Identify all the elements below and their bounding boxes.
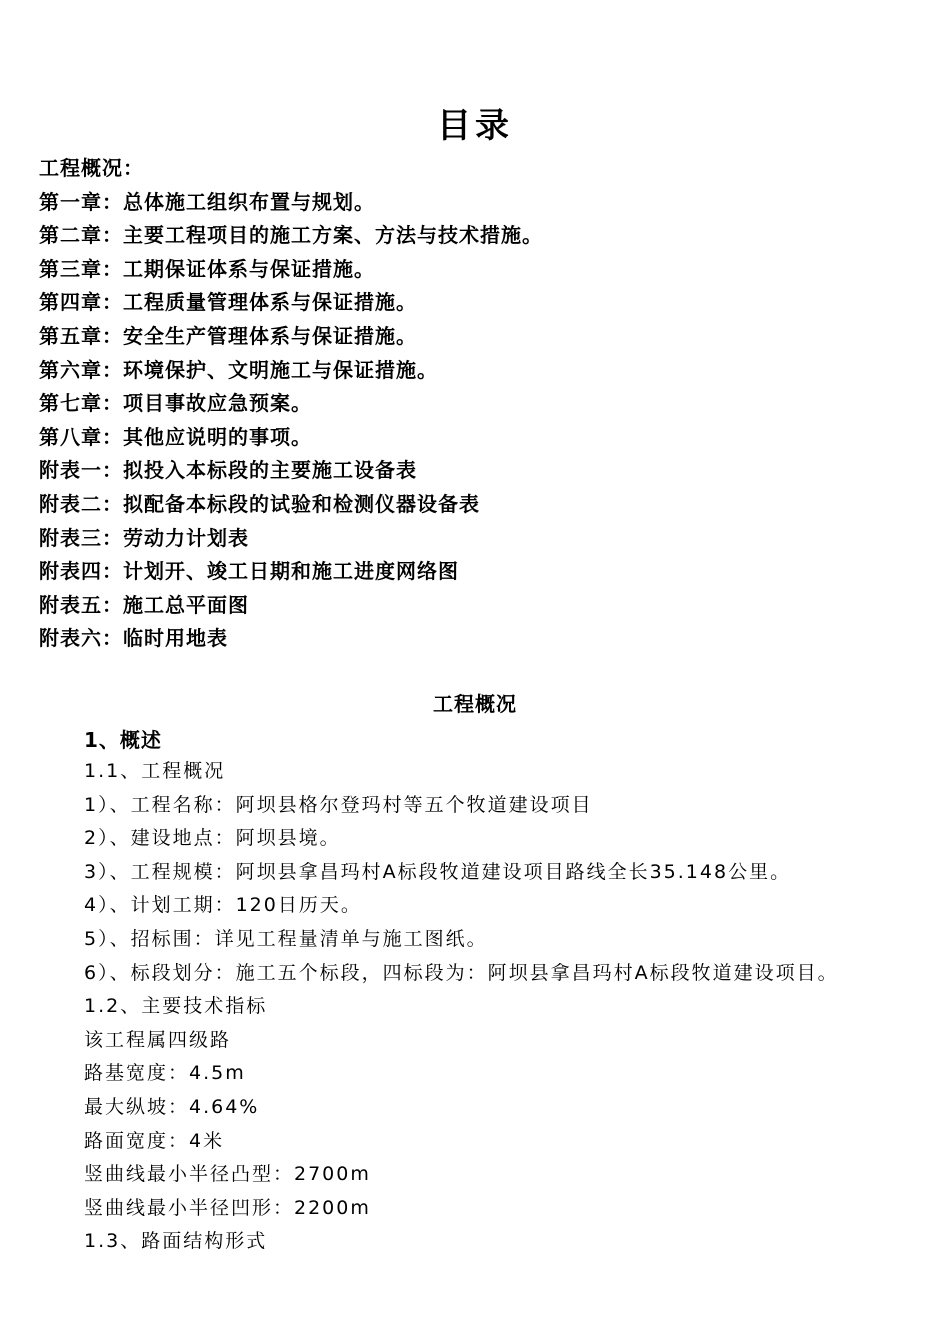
toc-entry-appendix-3: 附表三：劳动力计划表: [39, 525, 249, 550]
toc-entry-chapter-5: 第五章：安全生产管理体系与保证措施。: [39, 323, 417, 348]
toc-entry-chapter-4: 第四章：工程质量管理体系与保证措施。: [39, 290, 417, 315]
toc-entry-appendix-5: 附表五：施工总平面图: [39, 592, 249, 617]
body-line: 6）、标段划分：施工五个标段，四标段为：阿坝县拿昌玛村A标段牧道建设项目。: [84, 961, 839, 984]
toc-entry-chapter-1: 第一章：总体施工组织布置与规划。: [39, 189, 375, 214]
toc-entry-chapter-7: 第七章：项目事故应急预案。: [39, 391, 312, 416]
section-heading: 工程概况: [433, 692, 517, 716]
body-line: 5）、招标围：详见工程量清单与施工图纸。: [84, 927, 488, 950]
body-line: 1.1、工程概况: [84, 760, 226, 782]
body-line: 1.3、路面结构形式: [84, 1230, 268, 1253]
toc-entry-appendix-2: 附表二：拟配备本标段的试验和检测仪器设备表: [39, 491, 480, 516]
body-line: 2）、建设地点：阿坝县境。: [84, 827, 341, 850]
body-line: 3）、工程规模：阿坝县拿昌玛村A标段牧道建设项目路线全长35.148公里。: [84, 860, 792, 883]
body-line: 1.2、主要技术指标: [84, 995, 268, 1018]
body-text: [84, 755, 944, 1259]
body-line: 路面宽度：4米: [84, 1129, 225, 1152]
toc-entry-overview: 工程概况：: [39, 156, 144, 180]
body-line: 竖曲线最小半径凹形：2200m: [84, 1196, 371, 1219]
toc-entry-appendix-6: 附表六：临时用地表: [39, 626, 228, 651]
toc-title: 目录: [437, 106, 513, 146]
toc-entry-chapter-3: 第三章：工期保证体系与保证措施。: [39, 256, 375, 281]
body-line: 最大纵坡：4.64%: [84, 1095, 260, 1118]
toc-entry-chapter-8: 第八章：其他应说明的事项。: [39, 424, 312, 449]
body-line: 路基宽度：4.5m: [84, 1062, 246, 1085]
body-line: 该工程属四级路: [84, 1028, 232, 1051]
toc-entry-appendix-1: 附表一：拟投入本标段的主要施工设备表: [39, 458, 417, 483]
toc-entry-chapter-6: 第六章：环境保护、文明施工与保证措施。: [39, 357, 438, 382]
toc-entry-chapter-2: 第二章：主要工程项目的施工方案、方法与技术措施。: [39, 223, 543, 248]
table-of-contents: [39, 152, 919, 656]
body-line: 竖曲线最小半径凸型：2700m: [84, 1163, 371, 1186]
sub-heading: 1、概述: [84, 728, 162, 752]
toc-entry-appendix-4: 附表四：计划开、竣工日期和施工进度网络图: [39, 559, 459, 584]
body-line: 4）、计划工期：120日历天。: [84, 894, 362, 917]
body-line: 1）、工程名称：阿坝县格尔登玛村等五个牧道建设项目: [84, 793, 593, 816]
